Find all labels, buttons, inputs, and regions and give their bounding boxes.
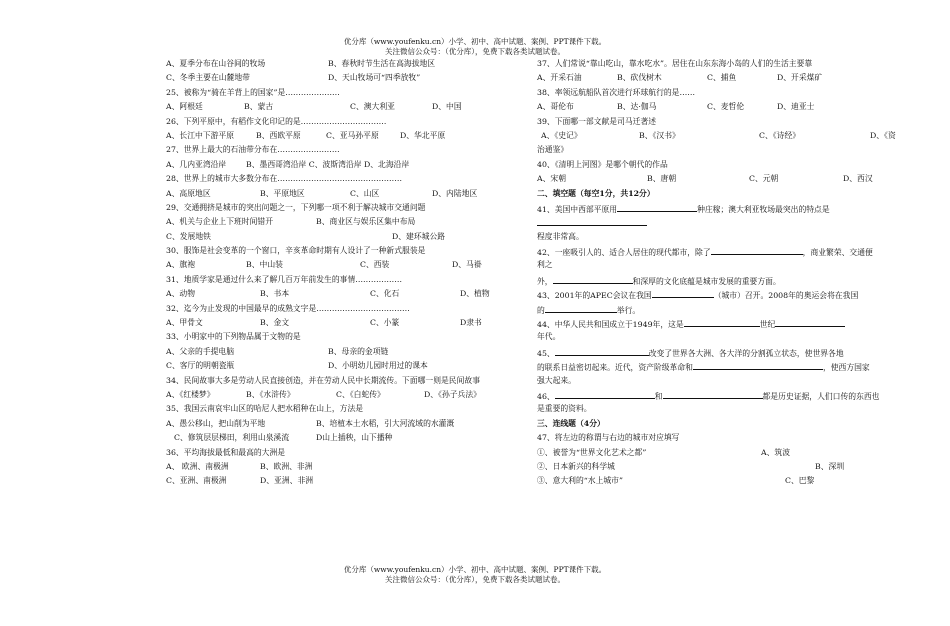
q28-options [166, 187, 546, 201]
q44-text-start: 44、中华人民共和国成立于1949年，这是 [537, 320, 684, 330]
q43-text-end: 举行。 [616, 305, 641, 315]
q24-option-a: A、夏季分布在山谷间的牧场 [166, 59, 266, 68]
q33-option-a: A、父亲的手提电脑 [166, 346, 235, 356]
q25-option-d: D、中国 [432, 102, 462, 112]
left-column [166, 57, 546, 489]
q32-options [166, 316, 546, 330]
q35-option-c: C、修筑层层梯田，利用山泉溪流 [174, 433, 290, 443]
question-43-line2 [537, 302, 907, 316]
q26-option-c: C、亚马孙平原 [326, 130, 379, 140]
question-42 [537, 244, 907, 258]
q39-option-b: B、《汉书》 [639, 130, 680, 140]
q33-options-ab [166, 345, 546, 359]
q45-text-mid: 改变了世界各大洲、各大洋的分割孤立状态，使世界各地 [648, 348, 844, 358]
q47-right-a: A、筑波 [761, 447, 791, 457]
question-45-line3: 强大起来。 [537, 375, 576, 385]
q45-blank-2[interactable] [693, 359, 823, 370]
q43-text-start: 43、2001年的APEC会议在我国 [537, 291, 652, 301]
q29-option-c: C、发展地铁 [166, 231, 211, 241]
q29-option-b: B、商业区与娱乐区集中布局 [316, 217, 416, 227]
q37-option-b: B、砍伐树木 [617, 73, 662, 83]
right-column [537, 57, 907, 489]
q29-options-ab [166, 215, 546, 229]
q33-option-b: B、母亲的金项链 [328, 346, 389, 356]
q25-options [166, 100, 546, 114]
q47-left-3: ③、意大利的“水上城市” [537, 476, 623, 486]
q39-option-a: A、《史记》 [541, 130, 582, 140]
q30-option-c: C、西装 [360, 260, 390, 270]
q36-option-d: D、亚洲、非洲 [260, 476, 314, 486]
q46-blank-1[interactable] [555, 388, 655, 399]
q25-option-a: A、阿根廷 [166, 102, 203, 112]
q44-blank-1[interactable] [684, 316, 760, 327]
q31-option-b: B、书本 [260, 289, 290, 299]
q35-options-ab [166, 417, 546, 431]
q45-text-line2: 的联系日益密切起来。近代，资产阶级革命和 [537, 363, 693, 373]
footer-line-2: 关注微信公众号：（优分库），免费下载各类试题试卷。 [385, 575, 565, 584]
q43-blank-1[interactable] [652, 287, 714, 298]
question-41-line2 [537, 215, 907, 229]
question-44 [537, 316, 907, 330]
q34-option-c: C、《白蛇传》 [336, 389, 385, 399]
q30-option-d: D、马褂 [452, 260, 482, 270]
q44-blank-2[interactable] [775, 316, 845, 327]
q37-option-d: D、开采煤矿 [777, 73, 823, 83]
question-45-line2 [537, 359, 907, 373]
header-line-1: 优分库（www.youfenku.cn）小学、初中、高中试题、案例、PPT课件下载。 [343, 37, 607, 46]
question-26: 26、下列平原中，有稻作文化印记的是…………………………… [166, 116, 387, 126]
question-31: 31、地质学家是通过什么来了解几百万年前发生的事情……………… [166, 274, 403, 284]
question-41-cont: 程度非常高。 [537, 231, 584, 241]
q45-text-start: 45、 [537, 348, 555, 358]
q43-text-mid: （城市）召开。2008年的奥运会将在我国 [713, 291, 859, 301]
q27-option-bcd: B、墨西哥湾沿岸 C、波斯湾沿岸 D、北海沿岸 [246, 159, 410, 169]
question-42-line2: 利之 [537, 260, 553, 270]
question-30: 30、服饰是社会变革的一个窗口，辛亥革命时期有人设计了一种新式服装是 [166, 246, 426, 256]
q45-text-line2-end: ，使西方国家 [822, 363, 870, 373]
q29-option-a: A、机关与企业上下班时间错开 [166, 217, 273, 227]
q41-text-end: 是 [821, 204, 830, 214]
q42-blank-2[interactable] [553, 273, 633, 284]
q41-blank-2[interactable] [537, 215, 647, 226]
q36-option-b: B、欧洲、非洲 [260, 461, 313, 471]
q44-text-mid: 世纪 [759, 320, 776, 330]
q47-left-1: ①、被誉为“世界文化艺术之都” [537, 447, 647, 457]
q35-option-a: A、愚公移山，把山削为平地 [166, 418, 266, 428]
q30-option-b: B、中山装 [246, 260, 283, 270]
q47-right-b: B、深圳 [815, 461, 845, 471]
page-footer [0, 565, 950, 585]
q47-item-3 [537, 474, 907, 488]
footer-line-1: 优分库（www.youfenku.cn）小学、初中、高中试题、案例、PPT课件下载。 [343, 565, 607, 574]
q38-option-b: B、达·伽马 [617, 102, 657, 112]
q36-options-ab [166, 460, 546, 474]
section-fill-in-heading: 二、填空题（每空1分，共12分） [537, 188, 655, 198]
question-43 [537, 287, 907, 301]
question-42-line3 [537, 273, 907, 287]
question-27: 27、世界上最大的石油带分布在…………………… [166, 145, 340, 155]
q25-option-b: B、蒙古 [244, 102, 274, 112]
q34-option-a: A、《红楼梦》 [166, 389, 215, 399]
q42-text-start: 42、一座吸引人的、适合人居住的现代都市，除了 [537, 248, 711, 258]
question-40: 40、《清明上河图》是哪个朝代的作品 [537, 159, 668, 169]
q29-options-cd [166, 230, 546, 244]
q47-right-c: C、巴黎 [785, 476, 815, 486]
q28-option-d: D、内陆地区 [432, 188, 478, 198]
q30-option-a: A、旗袍 [166, 260, 196, 270]
q38-option-d: D、迪亚士 [777, 102, 815, 112]
q26-option-b: B、西欧平原 [256, 130, 301, 140]
q33-option-d: D、小明幼儿园时用过的课本 [328, 361, 428, 371]
question-28: 28、世界上的城市大多数分布在………………………………………… [166, 174, 403, 184]
q42-text-end: 和深厚的文化底蕴是城市发展的重要方面。 [632, 276, 781, 286]
q24-option-d: D、天山牧场可“四季放牧” [328, 73, 421, 83]
q38-options [537, 100, 907, 114]
q24-option-c: C、冬季主要在山麓地带 [166, 73, 250, 83]
q37-option-a: A、开采石油 [537, 73, 582, 83]
question-37: 37、人们常说“靠山吃山，靠水吃水”。居住在山东东海小岛的人们的生活主要靠 [537, 59, 813, 68]
q47-item-2 [537, 460, 907, 474]
question-33: 33、小明家中的下列物品属于文物的是 [166, 332, 301, 342]
q26-options [166, 129, 546, 143]
question-46-cont: 是重要的资料。 [537, 404, 592, 414]
question-35: 35、我国云南哀牢山区的哈尼人把水稻种在山上，方法是 [166, 404, 364, 414]
question-39: 39、下面哪一部文献是司马迁著述 [537, 116, 657, 126]
q34-options [166, 388, 546, 402]
q39-option-d: D、《资 [870, 130, 896, 140]
q31-options [166, 287, 546, 301]
q37-options [537, 71, 907, 85]
q34-option-b: B、《水浒传》 [246, 389, 295, 399]
q36-options-cd [166, 474, 546, 488]
q31-option-c: C、化石 [370, 289, 400, 299]
page-header [0, 37, 950, 57]
q38-option-a: A、哥伦布 [537, 102, 574, 112]
question-46 [537, 388, 907, 402]
q41-text-mid: 种庄稼；澳大利亚牧场最突出的特点 [697, 204, 822, 214]
q35-option-d: D山上插秧，山下播种 [316, 433, 393, 443]
question-34: 34、民间故事大多是劳动人民直接创造，并在劳动人民中长期流传。下面哪一则是民间故事 [166, 375, 480, 385]
q34-option-d: D、《孙子兵法》 [424, 389, 481, 399]
q42-blank-1[interactable] [711, 244, 803, 255]
q38-option-c: C、麦哲伦 [707, 102, 745, 112]
q27-option-a: A、几内亚湾沿岸 [166, 159, 227, 169]
q30-options [166, 258, 546, 272]
q40-options [537, 172, 907, 186]
q24-options-cd [166, 71, 546, 85]
q32-option-d: D隶书 [460, 318, 482, 328]
q40-option-a: A、宋朝 [537, 174, 567, 184]
question-44-cont: 年代。 [537, 332, 561, 342]
q28-option-b: B、平原地区 [260, 188, 305, 198]
q43-blank-2[interactable] [545, 302, 617, 313]
q27-options [166, 158, 546, 172]
q37-option-c: C、捕鱼 [707, 73, 737, 83]
q47-item-1 [537, 446, 907, 460]
section-matching-heading: 三、连线题（4分） [537, 418, 605, 428]
q31-option-a: A、动物 [166, 289, 196, 299]
q32-option-a: A、甲骨文 [166, 318, 203, 328]
q47-left-2: ②、日本新兴的科学城 [537, 461, 615, 471]
question-45 [537, 345, 907, 359]
q35-option-b: B、培植本土水稻，引大河流域的水灌溉 [316, 418, 455, 428]
q28-option-a: A、高原地区 [166, 188, 211, 198]
q32-option-c: C、小篆 [370, 318, 400, 328]
question-29: 29、交通拥挤是城市的突出问题之一，下列哪一项不利于解决城市交通问题 [166, 202, 426, 212]
q25-option-c: C、澳大利亚 [350, 102, 395, 112]
q46-text-start: 46、 [537, 391, 555, 401]
q40-option-b: B、唐朝 [647, 174, 677, 184]
question-36: 36、平均海拔最低和最高的大洲是 [166, 447, 286, 457]
q46-blank-2[interactable] [663, 388, 763, 399]
q45-blank-1[interactable] [555, 345, 649, 356]
question-41 [537, 201, 907, 215]
q28-option-c: C、山区 [350, 188, 380, 198]
q29-option-d: D、建环城公路 [392, 231, 446, 241]
q42-text-wai: 外， [537, 276, 553, 286]
q24-option-b: B、春秋时节生活在高海拔地区 [328, 59, 436, 68]
question-38: 38、率领远航船队首次进行环球航行的是…… [537, 87, 696, 97]
q46-text-he: 和 [654, 391, 663, 401]
q26-option-d: D、华北平原 [400, 130, 446, 140]
question-25: 25、被称为“骑在羊背上的国家”是………………… [166, 87, 340, 97]
q39-options [537, 129, 907, 143]
q32-option-b: B、金文 [260, 318, 290, 328]
question-47: 47、将左边的称谓与右边的城市对应填写 [537, 433, 680, 443]
q41-blank-1[interactable] [617, 201, 697, 212]
q41-text-start: 41、美国中西部平原用 [537, 204, 618, 214]
q36-option-a: A、 欧洲、南极洲 [166, 461, 229, 471]
q26-option-a: A、长江中下游平原 [166, 130, 235, 140]
q42-text-mid: ，商业繁荣、交通便 [802, 248, 873, 258]
q35-options-cd [166, 431, 546, 445]
q43-text-de: 的 [537, 305, 545, 315]
q24-options-ab [166, 57, 546, 71]
q40-option-d: D、西汉 [843, 174, 873, 184]
question-32: 32、迄今为止发现的中国最早的成熟文字是……………………………… [166, 303, 410, 313]
header-line-2: 关注微信公众号：（优分库），免费下载各类试题试卷。 [385, 47, 565, 56]
q33-option-c: C、客厅的明朝瓷瓶 [166, 361, 235, 371]
q36-option-c: C、亚洲、南极洲 [166, 476, 227, 486]
q46-text-end: 都是历史证据，人们口传的东西也 [762, 391, 880, 401]
q31-option-d: D、植物 [460, 289, 490, 299]
q40-option-c: C、元朝 [749, 174, 779, 184]
q39-option-d-cont: 治通鉴》 [537, 145, 569, 155]
q33-options-cd [166, 359, 546, 373]
q39-option-c: C、《诗经》 [759, 130, 801, 140]
